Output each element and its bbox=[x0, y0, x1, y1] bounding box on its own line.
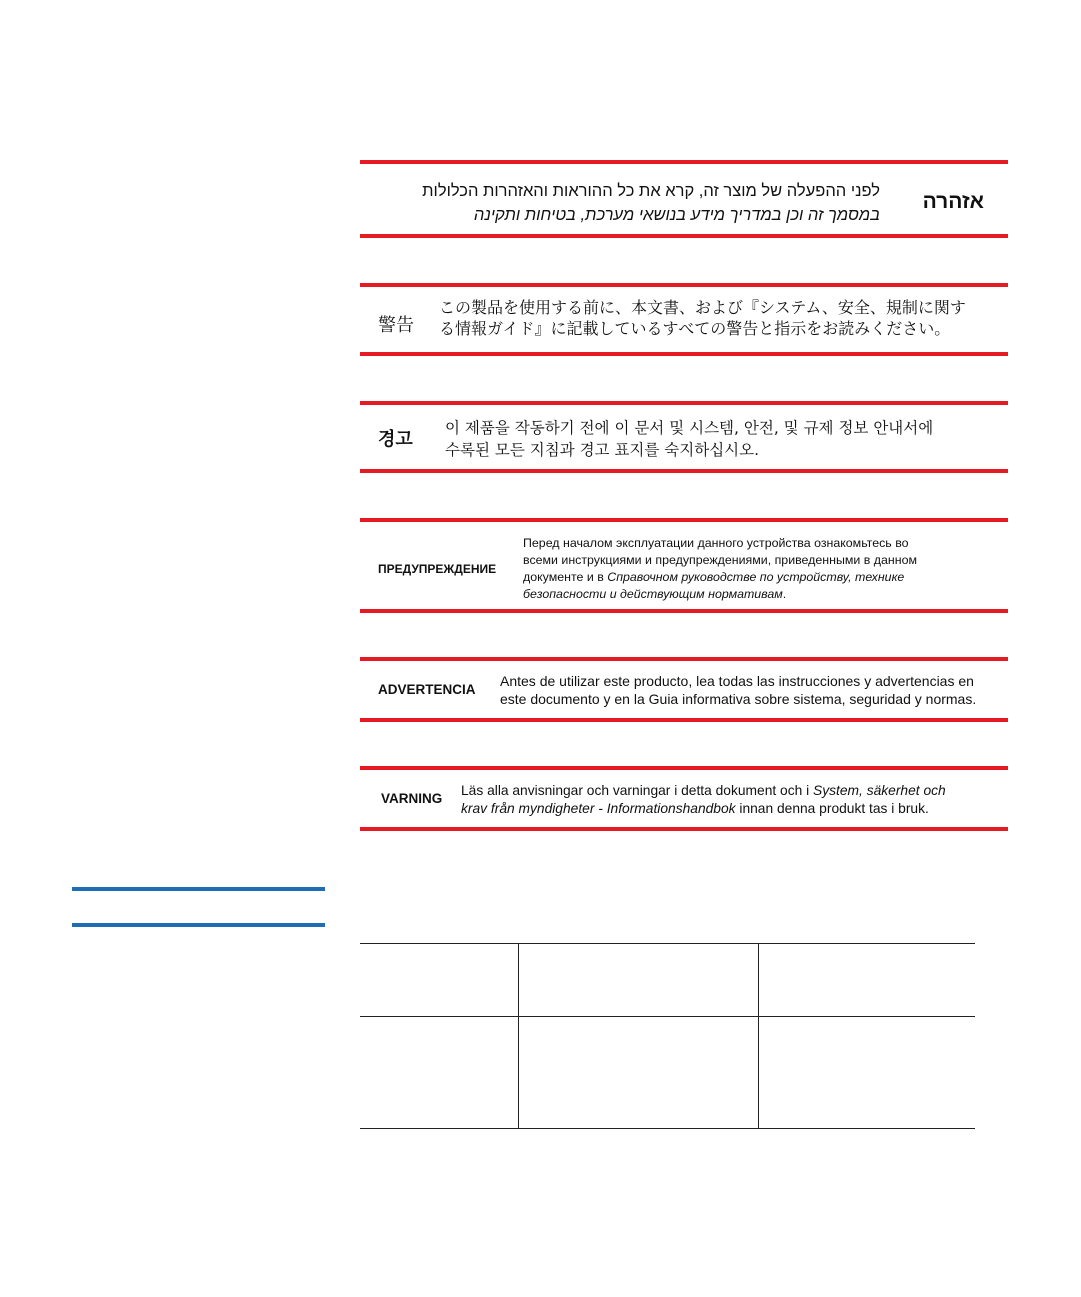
warning-text-line-3 bbox=[523, 569, 917, 586]
warning-box-japanese bbox=[360, 283, 1008, 359]
warning-text bbox=[461, 782, 946, 818]
warning-box-hebrew bbox=[360, 160, 1008, 240]
warning-label: 警告 bbox=[378, 315, 414, 336]
table-top-rule bbox=[360, 943, 975, 944]
warning-text-line-2: 수록된 모든 지침과 경고 표지를 숙지하십시오. bbox=[445, 441, 760, 459]
warning-label: 경고 bbox=[378, 429, 413, 450]
section-rule-top bbox=[72, 887, 325, 891]
warning-bottom-rule bbox=[360, 352, 1008, 356]
warning-text-line-4-italic: безопасности и действующим нормативам bbox=[523, 587, 783, 601]
warning-box-spanish bbox=[360, 657, 1008, 725]
warning-bottom-rule bbox=[360, 234, 1008, 238]
warning-text bbox=[523, 535, 917, 603]
warning-top-rule bbox=[360, 160, 1008, 164]
warning-bottom-rule bbox=[360, 469, 1008, 473]
table-bottom-rule bbox=[360, 1128, 975, 1129]
warning-text-line-4 bbox=[523, 586, 917, 603]
warning-text-line-1: この製品を使用する前に、本文書、および『システム、安全、規制に関す bbox=[439, 298, 966, 317]
warning-top-rule bbox=[360, 283, 1008, 287]
warning-label: אזהרה bbox=[922, 190, 984, 213]
table-column-divider-1 bbox=[518, 943, 519, 1129]
warning-text bbox=[445, 417, 933, 461]
warning-text-line-1: Antes de utilizar este producto, lea todas las instrucciones y advertencias en bbox=[500, 673, 974, 689]
warning-text-line-3-plain: документе и в bbox=[523, 570, 608, 584]
warning-box-swedish bbox=[360, 766, 1008, 834]
warning-text-line-2 bbox=[461, 800, 946, 818]
warning-top-rule bbox=[360, 401, 1008, 405]
warning-top-rule bbox=[360, 766, 1008, 770]
warning-label: ADVERTENCIA bbox=[378, 682, 476, 697]
warning-text-line-2: במסמך זה וכן במדריך מידע בנושאי מערכת, בטיחות ותקינה bbox=[473, 206, 880, 224]
warning-text-line-2-plain: innan denna produkt tas i bruk. bbox=[735, 801, 929, 816]
warning-text-line-2: este documento y en la Guia informativa sobre sistema, seguridad y normas. bbox=[500, 691, 977, 707]
warning-text-line-2-italic: krav från myndigheter - Informationshandbok bbox=[461, 801, 736, 816]
warning-text-line-1: לפני ההפעלה של מוצר זה, קרא את כל ההוראות והאזהרות הכלולות bbox=[422, 182, 880, 200]
warning-text-line-1: Перед началом эксплуатации данного устройства ознакомьтесь во bbox=[523, 536, 909, 550]
warning-top-rule bbox=[360, 518, 1008, 522]
table-column-divider-2 bbox=[758, 943, 759, 1129]
warning-text-line-2: る情報ガイド』に記載しているすべての警告と指示をお読みください。 bbox=[439, 319, 951, 338]
warning-text-line-1: 이 제품을 작동하기 전에 이 문서 및 시스템, 안전, 및 규제 정보 안내서에 bbox=[445, 419, 934, 437]
warning-text bbox=[439, 297, 966, 339]
table-row-divider bbox=[360, 1016, 975, 1017]
warning-top-rule bbox=[360, 657, 1008, 661]
warning-box-russian bbox=[360, 518, 1008, 616]
warning-text-line-2: всеми инструкциями и предупреждениями, приведенными в данном bbox=[523, 553, 918, 567]
warning-text-line-1-plain: Läs alla anvisningar och varningar i detta dokument och i bbox=[461, 783, 814, 798]
empty-table bbox=[360, 943, 975, 1130]
warning-text-line-3-italic: Справочном руководстве по устройству, технике bbox=[607, 570, 905, 584]
warning-bottom-rule bbox=[360, 827, 1008, 831]
section-rule-bottom bbox=[72, 923, 325, 927]
warning-text-line-1-italic: System, säkerhet och bbox=[813, 783, 946, 798]
warning-box-korean bbox=[360, 401, 1008, 477]
warning-label: ПРЕДУПРЕЖДЕНИЕ bbox=[378, 562, 497, 576]
warning-bottom-rule bbox=[360, 609, 1008, 613]
warning-text bbox=[500, 672, 976, 708]
warning-text-line-1 bbox=[461, 782, 946, 800]
warning-bottom-rule bbox=[360, 718, 1008, 722]
warning-label: VARNING bbox=[381, 791, 443, 806]
warning-text-line-4-plain: . bbox=[782, 587, 787, 601]
warning-text bbox=[422, 179, 880, 227]
